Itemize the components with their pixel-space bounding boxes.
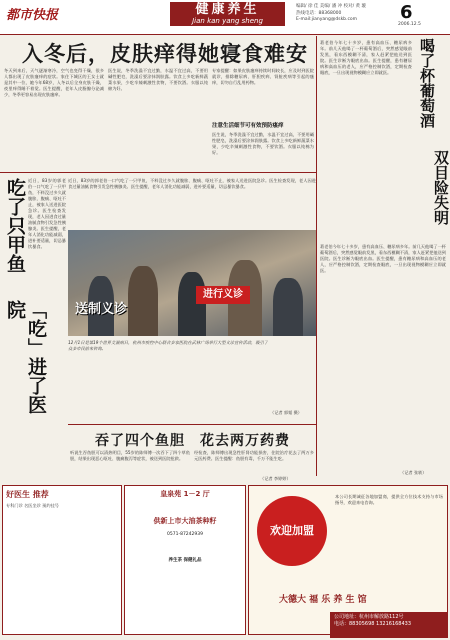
main-article-col1: 冬天到来后，天气逐渐寒冷，空气也变得干燥，很多人都出现了皮肤瘙痒的症状。家住下城区的王女士就是其中一位，她今年68岁，入冬以后全身皮肤干燥，夜里痒得睡不着觉。医生提醒，老年人皮脂腺分泌减少，冬季更容易出现皮肤瘙痒。	[4, 68, 104, 97]
section-banner	[170, 2, 285, 26]
main-article-col3-more: 医生说，冬季洗澡不宜过勤，水温不宜过高，不要用碱性肥皂，洗澡后要涂抹润肤露。饮食上多吃新鲜蔬菜水果，少吃辛辣刺激性食物，不要饮酒。衣服以纯棉为好。	[212, 132, 314, 155]
section-title: 健康养生	[195, 2, 260, 17]
main-article-col2: 医生说，冬季洗澡不宜过勤，水温不宜过高，不要用碱性肥皂，洗澡后要涂抹润肤露。饮食上多吃新鲜蔬菜水果，少吃辛辣刺激性食物，不要饮酒。衣服以纯棉为好。	[108, 68, 208, 91]
second-article-col2: 经检查，陈师傅出现急性肝肾功能损害，住院治疗花去了两万多元医药费。医生提醒：鱼胆有毒，千万不能生吃。	[194, 450, 314, 461]
left-story-heading-1: 吃了只甲鱼	[4, 178, 26, 273]
right-story-byline: （记者 张轶）	[400, 470, 427, 475]
email-link[interactable]: E-mail:jianyang@dskb.com	[296, 17, 358, 22]
right-story-heading-2: 双目险失明	[432, 150, 450, 225]
ad-clinic-title: 好医生 推荐	[6, 490, 49, 499]
ad-box-tea[interactable]	[124, 485, 246, 635]
ad-tea-phone[interactable]: 0571-87242939	[167, 532, 203, 537]
ad-footer	[330, 612, 448, 638]
second-headline: 吞了四个鱼胆 花去两万药费	[95, 433, 290, 449]
photo-figure	[273, 278, 303, 336]
right-story-text: 葛老伯今年七十多岁，患有高血压、糖尿病多年。前几天他喝了一杯葡萄酒后，突然感觉眼前发黑，看东西模糊不清，家人赶紧把他送到医院。医生诊断为眼底出血。医生提醒，患有糖尿病和高血压的老人，应严格控制饮酒，定期检查眼底，一旦出现视物模糊应立即就医。	[320, 40, 412, 75]
second-article-byline: （记者 李婷婷）	[260, 476, 291, 481]
page-meta	[296, 4, 391, 24]
left-story-divider	[0, 172, 316, 173]
ad-tea-sub: 养生茶 保健礼品	[168, 558, 202, 563]
left-story-text-cont: 近日，83岁的郭老伯一口气吃了一只甲鱼，不料没过多久就腹胀、腹痛、呕吐不止，被家人送进医院急诊。医生检查发现，老人因进食过量油腻食物引发急性胰腺炎。医生提醒，老年人消化功能减弱，进补要适量，切忌暴饮暴食。	[68, 178, 316, 189]
main-article-col3: 专家提醒：如果皮肤瘙痒持续时间较长，应及时到医院就诊，排除糖尿病、肝胆疾病、肾脏疾病等引起的瘙痒，切勿自行乱用药物。	[212, 68, 314, 85]
editor-line: 编辑/ 徐 佳 美编/ 潘 冲 校对/ 黄 璇	[296, 4, 366, 9]
second-story-divider	[68, 424, 316, 425]
masthead-divider	[0, 34, 450, 35]
right-column-divider	[316, 36, 317, 476]
newspaper-logo: 都市快报	[6, 8, 59, 23]
section-pinyin: Jian kan yang sheng	[192, 17, 263, 25]
ad-franchise-badge: 欢迎加盟	[257, 496, 327, 566]
photo-banner-text: 送制义诊	[75, 302, 128, 317]
photo-red-banner	[196, 286, 250, 304]
second-article-col1: 听说生吞鱼胆可以清热明目，55岁的陈师傅一次吞下了四个草鱼胆，结果出现恶心呕吐、腹痛腹泻等症状，被送到医院抢救。	[70, 450, 190, 461]
main-article-subhead: 注意生活细节可有效预防瘙痒	[212, 123, 284, 129]
photo-caption: 12月1日是第19个世界艾滋病日，杭州市疾控中心联合多家医院在武林广场举行大型义诊宣传活动，吸引了众多市民前来咨询。	[68, 340, 268, 351]
left-story-heading-2: 「吃」进了医院	[4, 300, 47, 414]
right-story-heading-1: 喝了杯葡萄酒	[418, 38, 436, 128]
ad-franchise-text: 本公司长期诚征各地加盟商，提供全方位技术支持与市场指导，欢迎来电咨询。	[335, 494, 443, 505]
ad-footer-address: 公司地址：杭州市解放路112号	[334, 614, 404, 620]
right-story-text-cont: 葛老伯今年七十多岁，患有高血压、糖尿病多年。前几天他喝了一杯葡萄酒后，突然感觉眼前发黑，看东西模糊不清，家人赶紧把他送到医院。医生诊断为眼底出血。医生提醒，患有糖尿病和高血压的老人，应严格控制饮酒，定期检查眼底，一旦出现视物模糊应立即就医。	[320, 244, 446, 273]
photo-byline: （记者 郭韬 摄）	[270, 410, 302, 415]
page-number: 6	[400, 2, 413, 23]
photo-red-banner-text: 进行义诊	[203, 289, 243, 300]
left-story-text: 近日，83岁的郭老伯一口气吃了一只甲鱼，不料没过多久就腹胀、腹痛、呕吐不止，被家人送进医院急诊。医生检查发现，老人因进食过量油腻食物引发急性胰腺炎。医生提醒，老年人消化功能减弱，进补要适量，切忌暴饮暴食。	[28, 178, 66, 249]
ad-tea-title: 皇泉苑 1－2 厅	[160, 490, 210, 498]
photo-figure	[128, 266, 158, 336]
news-photo	[68, 230, 316, 336]
photo-figure	[178, 272, 206, 336]
ad-tea-headline: 供新上市大油茶种籽	[153, 517, 217, 525]
ad-footer-phone[interactable]: 电话：88305698 13216168433	[334, 621, 412, 627]
issue-date: 2006.12.5	[398, 22, 421, 27]
ad-franchise-brand: 大德大 福 乐 养 生 馆	[279, 595, 367, 605]
ad-clinic-text: 专科门诊 名医坐诊 预约挂号	[6, 503, 59, 508]
main-headline: 入冬后，皮肤痒得她寝食难安	[22, 42, 308, 66]
hotline: 热线电话：88368000	[296, 10, 342, 16]
ad-box-clinic[interactable]	[2, 485, 122, 635]
main-article-col3-wrap	[212, 68, 314, 168]
